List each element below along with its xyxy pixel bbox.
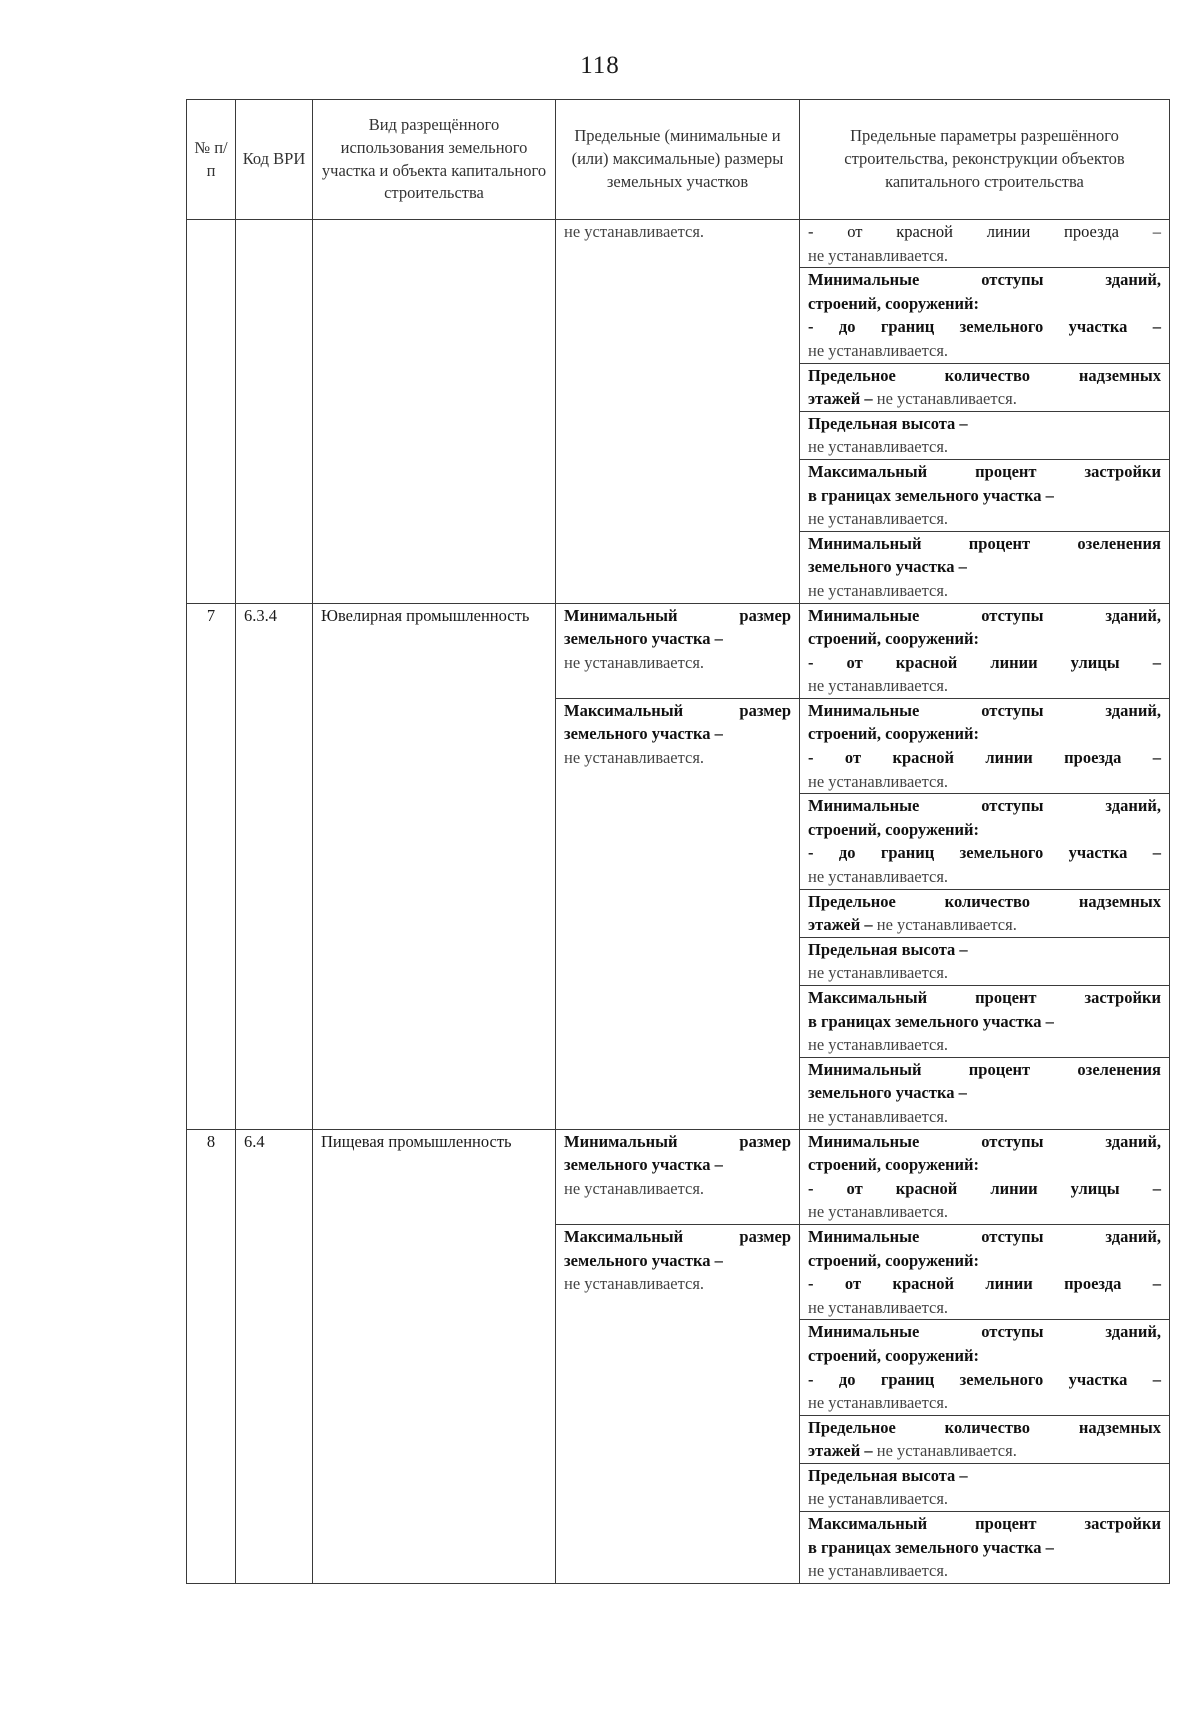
- param-cell: [800, 531, 1170, 603]
- table-row: [187, 220, 1170, 268]
- param-cell: [800, 1415, 1170, 1463]
- param-line: Максимальный процент застройки: [808, 988, 1161, 1007]
- param-line: строений, сооружений:: [808, 293, 980, 313]
- param-cell: [800, 1057, 1170, 1129]
- param-line: - до границ земельного участка –: [808, 1369, 1161, 1389]
- param-value: не устанавливается.: [808, 963, 949, 983]
- size-line: Максимальный размер: [564, 700, 791, 720]
- header-code: Код ВРИ: [236, 100, 313, 220]
- param-line: Минимальные отступы зданий,: [808, 1131, 1161, 1151]
- param-line: Минимальные отступы зданий,: [808, 270, 1161, 290]
- use-cell: Пищевая промышленность: [313, 1129, 556, 1583]
- param-line: Минимальные отступы зданий,: [808, 796, 1161, 816]
- num-cell: 8: [187, 1129, 236, 1583]
- param-value: не устанавливается.: [808, 676, 949, 696]
- param-line: в границах земельного участка –: [808, 1011, 1054, 1031]
- param-cell: [800, 603, 1170, 698]
- size-value: не устанавливается.: [564, 652, 705, 672]
- param-line: строений, сооружений:: [808, 1250, 980, 1270]
- table-row: [187, 603, 1170, 698]
- table-header-row: [187, 100, 1170, 220]
- size-cell: [556, 1129, 800, 1224]
- use-cell: [313, 220, 556, 604]
- code-cell: 6.4: [236, 1129, 313, 1583]
- size-value: не устанавливается.: [564, 1274, 705, 1294]
- param-value: не устанавливается.: [808, 1489, 949, 1509]
- param-value: не устанавливается.: [808, 1106, 949, 1126]
- header-num: № п/п: [187, 100, 236, 220]
- size-cell: [556, 603, 800, 698]
- size-line: земельного участка –: [564, 1250, 723, 1270]
- param-value: не устанавливается.: [808, 1297, 949, 1317]
- param-cell: [800, 220, 1170, 268]
- param-value: не устанавливается.: [808, 1393, 949, 1413]
- param-cell: [800, 268, 1170, 363]
- param-line: - от красной линии улицы –: [808, 1178, 1161, 1198]
- param-value: не устанавливается.: [808, 771, 949, 791]
- param-value: не устанавливается.: [808, 437, 949, 457]
- param-line: Предельное количество надземных: [808, 891, 1161, 911]
- header-use: Вид разрещённого использования земельного участка и объекта капитального строительства: [313, 100, 556, 220]
- param-value: не устанавливается.: [808, 1035, 949, 1055]
- param-value: не устанавливается.: [808, 867, 949, 887]
- param-line: - от красной линии улицы –: [808, 652, 1161, 672]
- param-line: в границах земельного участка –: [808, 485, 1054, 505]
- param-value: не устанавливается.: [876, 389, 1017, 409]
- param-value: не устанавливается.: [808, 245, 949, 265]
- param-line: Минимальные отступы зданий,: [808, 700, 1161, 720]
- param-line: Минимальный процент озеленения: [808, 1059, 1161, 1079]
- param-line: этажей –: [808, 915, 873, 935]
- param-line: этажей –: [808, 1441, 873, 1461]
- param-line: Минимальные отступы зданий,: [808, 605, 1161, 625]
- param-line: Минимальный процент озеленения: [808, 533, 1161, 553]
- param-cell: [800, 1512, 1170, 1584]
- param-line: - до границ земельного участка –: [808, 843, 1161, 863]
- page-number: 118: [580, 52, 620, 79]
- header-size: Предельные (минимальные и (или) максимальные) размеры земельных участков: [556, 100, 800, 220]
- param-cell: [800, 363, 1170, 411]
- param-line: строений, сооружений:: [808, 819, 980, 839]
- size-line: земельного участка –: [564, 724, 723, 744]
- size-line: Минимальный размер: [564, 605, 791, 625]
- param-line: Предельное количество надземных: [808, 365, 1161, 385]
- param-line: Предельная высота –: [808, 413, 968, 433]
- num-cell: [187, 220, 236, 604]
- size-value: не устанавливается.: [564, 748, 705, 768]
- param-line: строений, сооружений:: [808, 629, 980, 649]
- size-value: не устанавливается.: [564, 222, 705, 241]
- size-line: земельного участка –: [564, 629, 723, 649]
- table-row: [187, 1129, 1170, 1224]
- param-line: этажей –: [808, 389, 873, 409]
- param-line: - от красной линии проезда –: [808, 748, 1161, 768]
- param-cell: [800, 794, 1170, 889]
- param-value: не устанавливается.: [808, 509, 949, 529]
- param-cell: [800, 459, 1170, 531]
- param-cell: [800, 1224, 1170, 1319]
- param-line: - от красной линии проезда –: [808, 222, 1161, 241]
- param-cell: [800, 937, 1170, 985]
- param-cell: [800, 411, 1170, 459]
- param-line: земельного участка –: [808, 557, 967, 577]
- param-cell: [800, 1463, 1170, 1511]
- code-cell: [236, 220, 313, 604]
- param-cell: [800, 986, 1170, 1058]
- code-cell: 6.3.4: [236, 603, 313, 1129]
- param-line: - до границ земельного участка –: [808, 317, 1161, 337]
- size-line: Максимальный размер: [564, 1226, 791, 1246]
- param-line: Предельное количество надземных: [808, 1417, 1161, 1437]
- param-value: не устанавливается.: [876, 915, 1017, 935]
- param-line: Предельная высота –: [808, 1465, 968, 1485]
- param-line: Минимальные отступы зданий,: [808, 1322, 1161, 1342]
- header-params: Предельные параметры разрешённого строительства, реконструкции объектов капитального строительства: [800, 100, 1170, 220]
- size-line: земельного участка –: [564, 1155, 723, 1175]
- use-cell: Ювелирная промышленность: [313, 603, 556, 1129]
- param-line: Предельная высота –: [808, 939, 968, 959]
- param-line: Максимальный процент застройки: [808, 461, 1161, 481]
- param-line: - от красной линии проезда –: [808, 1274, 1161, 1294]
- land-use-table: [186, 99, 1170, 1584]
- param-cell: [800, 1320, 1170, 1415]
- size-cell: [556, 220, 800, 604]
- param-line: строений, сооружений:: [808, 724, 980, 744]
- param-line: в границах земельного участка –: [808, 1537, 1054, 1557]
- param-cell: [800, 698, 1170, 793]
- num-cell: 7: [187, 603, 236, 1129]
- size-cell: [556, 1224, 800, 1583]
- param-value: не устанавливается.: [808, 580, 949, 600]
- param-value: не устанавливается.: [808, 1561, 949, 1581]
- size-value: не устанавливается.: [564, 1178, 705, 1198]
- size-line: Минимальный размер: [564, 1131, 791, 1151]
- param-line: земельного участка –: [808, 1083, 967, 1103]
- param-value: не устанавливается.: [808, 1202, 949, 1222]
- param-value: не устанавливается.: [808, 340, 949, 360]
- param-line: Минимальные отступы зданий,: [808, 1226, 1161, 1246]
- param-line: Максимальный процент застройки: [808, 1514, 1161, 1534]
- param-value: не устанавливается.: [876, 1441, 1017, 1461]
- param-line: строений, сооружений:: [808, 1155, 980, 1175]
- param-line: строений, сооружений:: [808, 1345, 980, 1365]
- param-cell: [800, 1129, 1170, 1224]
- param-cell: [800, 889, 1170, 937]
- size-cell: [556, 698, 800, 1129]
